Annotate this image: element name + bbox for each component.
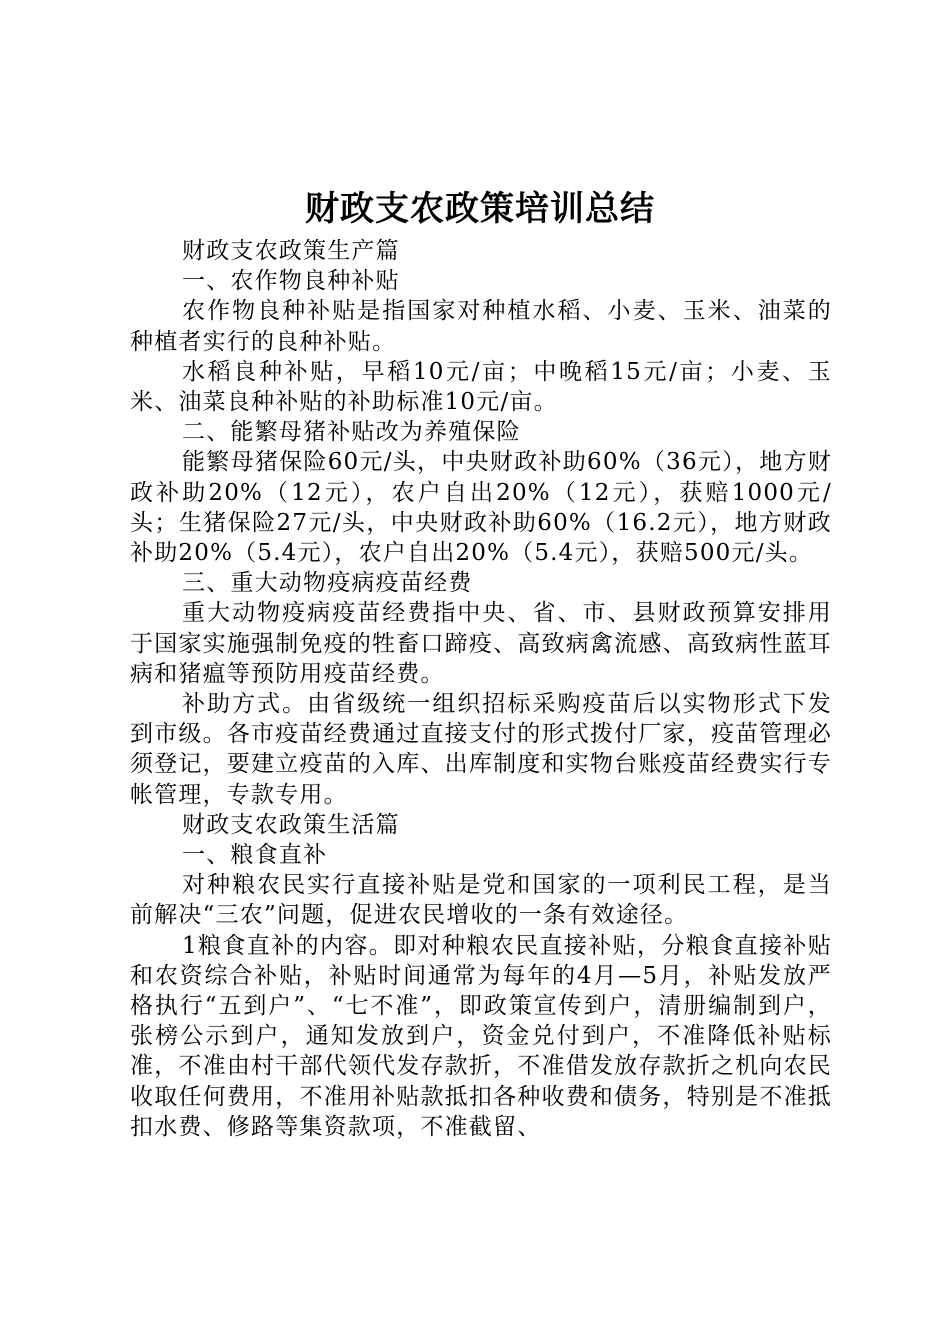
paragraph: 1粮食直补的内容。即对种粮农民直接补贴，分粮食直接补贴和农资综合补贴，补贴时间通常为每年的4月—5月，补贴发放严格执行“五到户”、“七不准”，即政策宣传到户，清册编制到户，张榜公示到户，通知发放到户，资金兑付到户，不准降低补贴标准，不准由村干部代领代发存款折，不准借发放存款折之机向农民收取任何费用，不准用补贴款抵扣各种收费和债务，特别是不准抵扣水费、修路等集资款项，不准截留、 <box>130 932 832 1140</box>
paragraph: 重大动物疫病疫苗经费指中央、省、市、县财政预算安排用于国家实施强制免疫的牲畜口蹄疫、高致病禽流感、高致病性蓝耳病和猪瘟等预防用疫苗经费。 <box>130 600 832 687</box>
subsection-heading: 一、粮食直补 <box>182 842 328 869</box>
paragraph: 水稻良种补贴，早稻10元/亩；中晚稻15元/亩；小麦、玉米、油菜良种补贴的补助标准10元/亩。 <box>130 358 832 416</box>
paragraph: 农作物良种补贴是指国家对种植水稻、小麦、玉米、油菜的种植者实行的良种补贴。 <box>130 298 832 355</box>
section-heading: 财政支农政策生活篇 <box>182 811 400 838</box>
section-heading: 财政支农政策生产篇 <box>182 238 400 264</box>
subsection-heading: 一、农作物良种补贴 <box>182 268 400 295</box>
document-body <box>130 236 832 1142</box>
paragraph: 对种粮农民实行直接补贴是党和国家的一项利民工程，是当前解决“三农”问题，促进农民增收的一条有效途径。 <box>130 872 832 929</box>
paragraph: 补助方式。由省级统一组织招标采购疫苗后以实物形式下发到市级。各市疫苗经费通过直接支付的形式拨付厂家，疫苗管理必须登记，要建立疫苗的入库、出库制度和实物台账疫苗经费实行专帐管理，专款专用。 <box>130 691 832 808</box>
subsection-heading: 二、能繁母猪补贴改为养殖保险 <box>182 419 521 446</box>
paragraph: 能繁母猪保险60元/头，中央财政补助60%（36元），地方财政补助20%（12元），农户自出20%（12元），获赔1000元/头；生猪保险27元/头，中央财政补助60%（16.2元），地方财政补助20%（5.4元），农户自出20%（5.4元），获赔500元/头。 <box>130 449 832 567</box>
subsection-heading: 三、重大动物疫病疫苗经费 <box>182 570 473 597</box>
document-title: 财政支农政策培训总结 <box>305 189 655 229</box>
